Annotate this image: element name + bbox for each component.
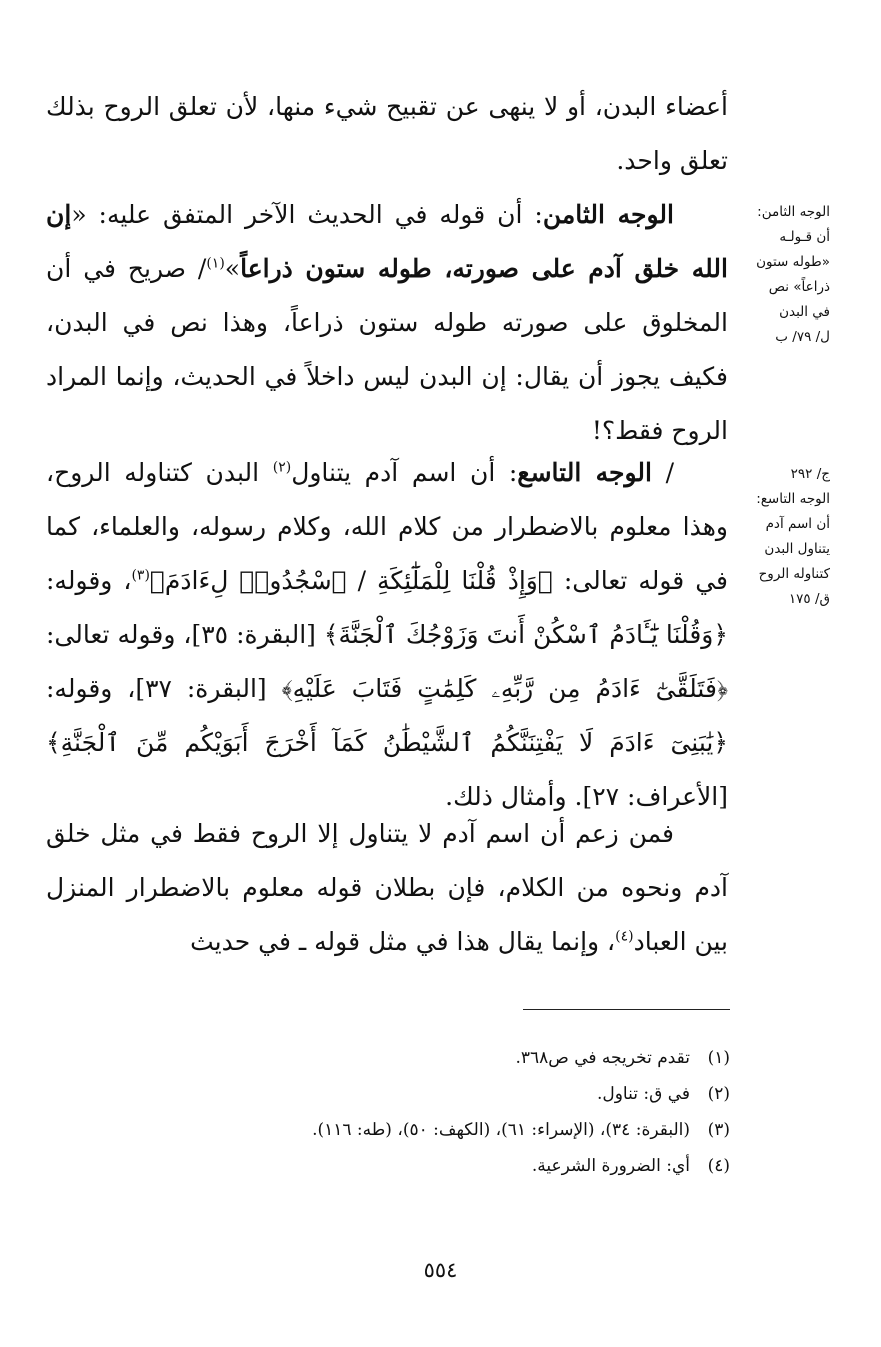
sidenote-line: في البدن [779, 304, 830, 320]
sidenote-eighth-aspect [736, 200, 830, 350]
footnote-number: (١) [707, 1048, 730, 1068]
page-number: ٥٥٤ [423, 1258, 458, 1282]
footnote-ref-1: (١) [206, 255, 225, 272]
heading-ninth-aspect: الوجه التاسع [517, 458, 652, 487]
sidenote-line: الوجه الثامن: [757, 204, 830, 220]
sidenote-line: كتناوله الروح [758, 566, 830, 582]
paragraph-4 [46, 807, 728, 969]
sidenote-line: يتناول البدن [764, 541, 830, 557]
sidenote-line: أن قـولـه [779, 229, 830, 245]
sidenote-line: ج/ ٢٩٢ [790, 466, 830, 482]
p2-text-1: : أن قوله في الحديث الآخر المتفق عليه: « [71, 200, 543, 229]
sidenote-line: أن اسم آدم [765, 516, 830, 532]
sidenote-line: ذراعاً» نص [768, 279, 830, 295]
sidenote-line: «طوله ستون [756, 254, 830, 270]
footnote [120, 1040, 730, 1076]
p3-text-2: البدن كتناوله الروح، وهذا معلوم بالاضطرار من كلام الله، وكلام رسوله، والعلماء، كما في قوله تعالى: ﴿وَإِذْ قُلْنَا لِلْمَلَٰٓئِكَةِ / ٱسْجُدُوا۟ لِءَادَمَ﴾ [46, 458, 728, 595]
footnote-number: (٢) [707, 1084, 730, 1104]
paragraph-ninth-aspect [46, 446, 728, 824]
sidenote-line: ل/ ٧٩/ ب [775, 329, 830, 345]
paragraph-1-text: أعضاء البدن، أو لا ينهى عن تقبيح شيء منها، لأن تعلق الروح بذلك تعلق واحد. [46, 92, 728, 175]
p3-text-0: / [651, 458, 674, 487]
footnote-ref-4: (٤) [615, 928, 634, 945]
footnote-divider [523, 1009, 730, 1010]
p2-text-3: / صريح في أن المخلوق على صورته طوله ستون ذراعاً، وهذا نص في البدن، فكيف يجوز أن يقال: إن البدن ليس داخلاً في الحديث، وإنما المراد الروح فقط؟! [46, 254, 728, 445]
footnote-text: أي: الضرورة الشرعية. [531, 1156, 690, 1176]
footnotes [120, 1040, 730, 1184]
footnote-ref-3: (٣) [131, 567, 150, 584]
paragraph-eighth-aspect [46, 188, 728, 458]
p3-text-1: : أن اسم آدم يتناول [291, 458, 518, 487]
footnote [120, 1148, 730, 1184]
p4-text-2: ، وإنما يقال هذا في مثل قوله ـ في حديث [190, 927, 616, 956]
heading-eighth-aspect: الوجه الثامن [542, 200, 674, 229]
footnote [120, 1112, 730, 1148]
footnote-text: تقدم تخريجه في ص٣٦٨. [515, 1048, 690, 1068]
footnote-text: في ق: تناول. [596, 1084, 690, 1104]
footnote [120, 1076, 730, 1112]
p2-text-2: » [224, 254, 241, 283]
sidenote-line: الوجه التاسع: [756, 491, 830, 507]
sidenote-line: ق/ ١٧٥ [788, 591, 830, 607]
footnote-number: (٣) [707, 1120, 730, 1140]
paragraph-1 [46, 80, 728, 188]
hadith-quote: إن الله خلق آدم على صورته، طوله ستون ذراعاً [46, 200, 728, 283]
footnote-text: (البقرة: ٣٤)، (الإسراء: ٦١)، (الكهف: ٥٠)، (طه: ١١٦). [312, 1120, 690, 1140]
footnote-ref-2: (٢) [272, 459, 292, 476]
footnote-number: (٤) [707, 1156, 730, 1176]
sidenote-ninth-aspect [736, 462, 830, 612]
p4-text-1: فمن زعم أن اسم آدم لا يتناول إلا الروح فقط في مثل خلق آدم ونحوه من الكلام، فإن بطلان قوله معلوم بالاضطرار المنزل بين العباد [46, 819, 728, 956]
p3-text-3: ، وقوله: ﴿وَقُلْنَا يَٰٓـَٔادَمُ ٱسْكُنْ أَنتَ وَزَوْجُكَ ٱلْجَنَّةَ﴾ [البقرة: ٣٥]، وقوله تعالى: ﴿فَتَلَقَّىٰٓ ءَادَمُ مِن رَّبِّهِۦ كَلِمَٰتٍ فَتَابَ عَلَيْهِ﴾ [البقرة: ٣٧]، وقوله: ﴿يَٰبَنِىٓ ءَادَمَ لَا يَفْتِنَنَّكُمُ ٱلشَّيْطَٰنُ كَمَآ أَخْرَجَ أَبَوَيْكُم مِّنَ ٱلْجَنَّةِ﴾ [الأعراف: ٢٧]. وأمثال ذلك. [46, 566, 729, 811]
